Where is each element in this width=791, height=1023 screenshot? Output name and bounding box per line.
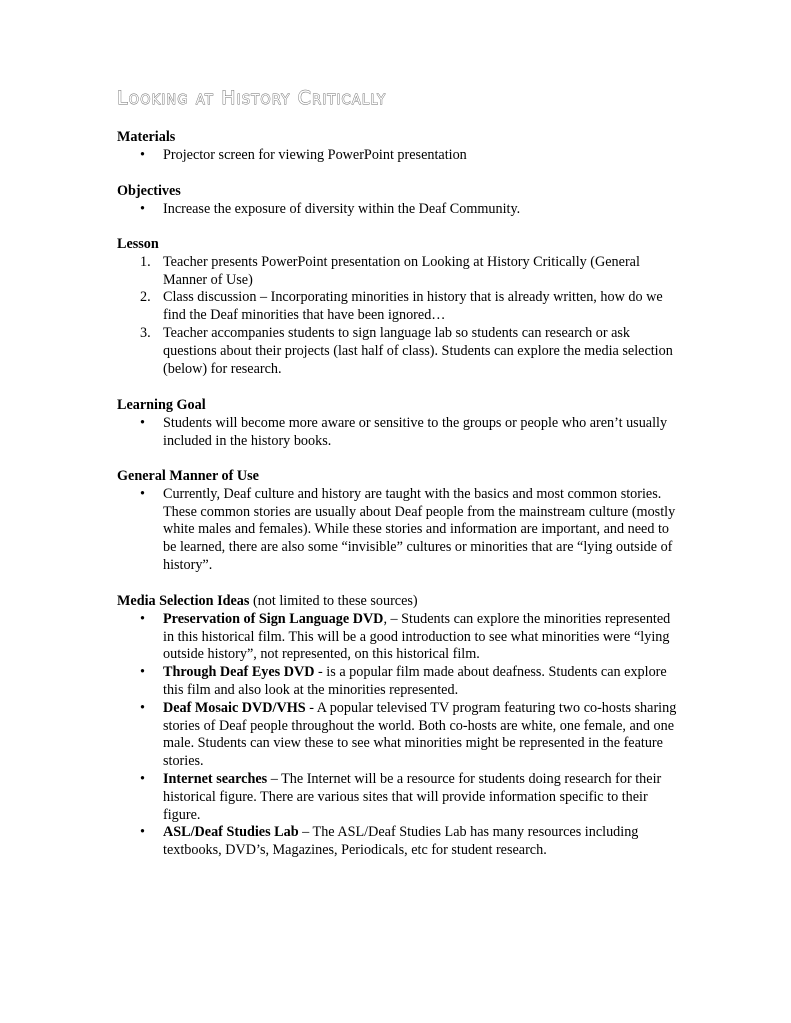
bullet: •	[140, 664, 145, 681]
page-title: Looking at History Critically	[117, 87, 387, 109]
list-item-text: Currently, Deaf culture and history are taught with the basics and most common stories. These common stories are usually about Deaf people from the mainstream culture (mostly white males and females). While these stories and information are important, and need to be learned, there are also some “invisible” cultures or minorities that are “lying outside of history”.	[163, 485, 676, 573]
media-item-text: - A popular televised TV program featuring two co-hosts sharing stories of Deaf people throughout the world. Both co-hosts are white, one female, and one male. Students can view these to see what minorities might be represented in the feature stories.	[163, 699, 677, 770]
manner-of-use-section	[117, 468, 677, 575]
list-item	[117, 771, 677, 824]
list-item-text: Students will become more aware or sensitive to the groups or people who aren’t usually included in the history books.	[163, 414, 668, 449]
materials-section	[117, 129, 677, 165]
bullet: •	[140, 610, 145, 627]
learning-goal-heading: Learning Goal	[117, 397, 206, 413]
list-item-text: Increase the exposure of diversity within the Deaf Community.	[163, 200, 521, 217]
media-heading: Media Selection Ideas	[117, 593, 250, 609]
learning-goal-list	[117, 415, 677, 451]
list-item	[117, 325, 677, 378]
list-number: 3.	[140, 324, 151, 341]
bullet: •	[140, 414, 145, 431]
media-heading-line	[117, 593, 677, 611]
media-item-text: , – Students can explore the minorities represented in this historical film. This will be a good introduction to see what minorities were “lying outside history”, not represented, on this historical film.	[163, 610, 671, 663]
manner-of-use-heading: General Manner of Use	[117, 468, 259, 484]
media-item-title: ASL/Deaf Studies Lab	[163, 824, 299, 841]
list-item	[117, 415, 677, 451]
objectives-list	[117, 201, 677, 219]
list-item	[117, 201, 677, 219]
list-number: 1.	[140, 253, 151, 270]
manner-of-use-list	[117, 486, 677, 575]
list-item-text: Teacher accompanies students to sign language lab so students can research or ask questions about their projects (last half of class). Students can explore the media selection (below) for research.	[163, 324, 673, 377]
lesson-list	[117, 254, 677, 379]
list-item	[117, 289, 677, 325]
list-item	[117, 147, 677, 165]
objectives-section	[117, 183, 677, 219]
materials-list	[117, 147, 677, 165]
materials-heading: Materials	[117, 129, 176, 145]
list-item	[117, 700, 677, 771]
lesson-section	[117, 236, 677, 378]
bullet: •	[140, 770, 145, 787]
media-section	[117, 593, 677, 860]
media-item-text: - is a popular film made about deafness. Students can explore this film and also look at the minorities represented.	[163, 664, 667, 698]
media-heading-note: (not limited to these sources)	[249, 593, 418, 609]
list-number: 2.	[140, 289, 151, 306]
list-item-text: Projector screen for viewing PowerPoint presentation	[163, 146, 467, 163]
list-item	[117, 664, 677, 700]
list-item-text: Class discussion – Incorporating minorities in history that is already written, how do we find the Deaf minorities that have been ignored…	[163, 289, 663, 324]
objectives-heading: Objectives	[117, 183, 181, 199]
media-item-title: Deaf Mosaic DVD/VHS	[163, 699, 306, 716]
bullet: •	[140, 699, 145, 716]
media-item-text: – The ASL/Deaf Studies Lab has many resources including textbooks, DVD’s, Magazines, Periodicals, etc for student research.	[163, 824, 639, 859]
media-item-title: Preservation of Sign Language DVD	[163, 610, 384, 627]
media-list	[117, 611, 677, 860]
bullet: •	[140, 146, 145, 163]
bullet: •	[140, 485, 145, 502]
list-item	[117, 611, 677, 664]
bullet: •	[140, 200, 145, 217]
learning-goal-section	[117, 397, 677, 450]
media-item-text: – The Internet will be a resource for students doing research for their historical figure. There are various sites that will provide information specific to their figure.	[163, 770, 662, 823]
media-item-title: Internet searches	[163, 770, 268, 787]
media-item-title: Through Deaf Eyes DVD	[163, 664, 315, 681]
list-item	[117, 254, 677, 290]
bullet: •	[140, 824, 145, 841]
list-item	[117, 486, 677, 575]
lesson-heading: Lesson	[117, 236, 159, 252]
list-item-text: Teacher presents PowerPoint presentation on Looking at History Critically (General Manner of Use)	[163, 253, 640, 288]
list-item	[117, 824, 677, 860]
